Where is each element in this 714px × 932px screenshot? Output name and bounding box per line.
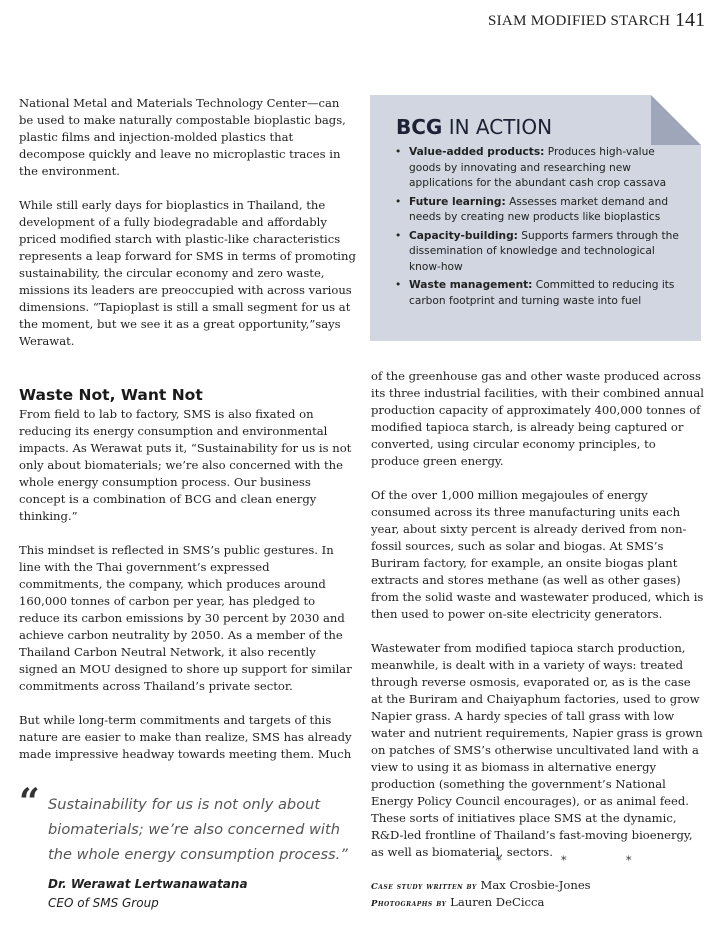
credit-label: Case study written by — [371, 882, 477, 892]
body-paragraph: of the greenhouse gas and other waste produced across its three industrial facilities, with their combined annual production capacity of approximately 400,000 tonnes of modified tapioca starch, is already being captured or converted, using circular economy principles, to produce green energy. — [371, 369, 705, 468]
credit-name: Max Crosbie-Jones — [480, 878, 591, 892]
page-fold-corner — [651, 95, 701, 145]
page-number: 141 — [675, 9, 705, 31]
quote-attribution-role: CEO of SMS Group — [48, 896, 159, 910]
item-label: Future learning: — [409, 195, 506, 208]
item-label: Capacity-building: — [409, 229, 518, 242]
box-title-bold: BCG — [396, 115, 443, 139]
bcg-list-item — [394, 195, 684, 226]
body-paragraph: This mindset is reflected in SMS’s public gestures. In line with the Thai government’s expressed commitments, the company, which produces around 160,000 tonnes of carbon per year, has pledged to reduce its carbon emissions by 30 percent by 2030 and achieve carbon neutrality by 2050. As a member of the Thailand Carbon Neutral Network, it also recently signed an MOU designed to shore up support for similar commitments across Thailand’s private sector. — [19, 543, 352, 693]
item-text: Produces high-value goods by innovating and researching new applications for the abundant cash crop cassava — [409, 146, 667, 189]
bcg-in-action-box — [370, 95, 701, 341]
item-text: Committed to reducing its carbon footprint and turning waste into fuel — [409, 279, 675, 307]
bcg-list-item — [394, 278, 684, 309]
bcg-list — [394, 145, 684, 312]
body-paragraph: From field to lab to factory, SMS is also fixated on reducing its energy consumption and environmental impacts. As Werawat puts it, “Sustainability for us is not only about biomaterials; we’re also concerned with the whole energy consumption process. Our business concept is a combination of BCG and clean energy thinking.” — [19, 407, 352, 523]
credit-name: Lauren DeCicca — [450, 895, 545, 909]
pull-quote-text: Sustainability for us is not only about biomaterials; we’re also concerned with the whole energy consumption process.” — [48, 796, 348, 863]
box-title-light: IN ACTION — [448, 115, 553, 139]
right-column — [371, 368, 704, 878]
quote-attribution-name: Dr. Werawat Lertwanawatana — [48, 877, 248, 891]
body-paragraph: While still early days for bioplastics in Thailand, the development of a fully biodegradable and affordably priced modified starch with plastic-like characteristics represents a leap forward for SMS in terms of promoting sustainability, the circular economy and zero waste, missions its leaders are preoccupied with across various dimensions. “Tapioplast is still a small segment for us at the moment, but we see it as a great opportunity,”says Werawat. — [19, 198, 356, 348]
left-column — [19, 95, 356, 780]
credit-label: Photographs by — [371, 899, 447, 909]
bcg-list-item — [394, 229, 684, 276]
bullet-icon: • — [395, 229, 402, 242]
credit-writer — [371, 878, 591, 892]
bcg-list-item — [394, 145, 684, 192]
item-text: Assesses market demand and needs by creating new products like bioplastics — [409, 195, 669, 223]
bullet-icon: • — [395, 146, 402, 158]
section-heading: Waste Not, Want Not — [19, 386, 203, 404]
body-paragraph: Wastewater from modified tapioca starch production, meanwhile, is dealt with in a variety of ways: treated through reverse osmosis, evaporated or, as is the case at the Buriram and Chaiyaphum factories, used to grow Napier grass. A hardy species of tall grass with low water and nutrient requirements, Napier grass is grown on patches of SMS’s otherwise uncultivated land with a view to using it as biomass in alternative energy production (something the government’s National Energy Policy Council encourages), or as animal feed. These sorts of initiatives place SMS at the dynamic, R&D-led frontline of Thailand’s fast-moving bioenergy, as well as biomaterial, sectors. — [371, 641, 703, 859]
bullet-icon: • — [395, 279, 402, 291]
credit-photographer — [371, 895, 544, 909]
bullet-icon: • — [395, 195, 402, 208]
running-header-title: SIAM MODIFIED STARCH — [488, 13, 671, 29]
item-label: Value-added products: — [409, 146, 545, 158]
body-paragraph: National Metal and Materials Technology Center—can be used to make naturally compostable bioplastic bags, plastic films and injection-molded plastics that decompose quickly and leave no microplastic traces in the environment. — [19, 96, 346, 178]
body-paragraph: Of the over 1,000 million megajoules of energy consumed across its three manufacturing units each year, about sixty percent is already derived from non-fossil sources, such as solar and biogas. At SMS’s Buriram factory, for example, an onsite biogas plant extracts and stores methane (as well as other gases) from the solid waste and wastewater produced, which is then used to power on-site electricity generators. — [371, 488, 704, 621]
body-paragraph: But while long-term commitments and targets of this nature are easier to make than realize, SMS has already made impressive headway towards meeting them. Much — [19, 713, 352, 761]
section-separator: * * * — [496, 854, 660, 867]
box-title — [396, 115, 552, 139]
item-label: Waste management: — [409, 279, 533, 291]
item-text: Supports farmers through the dissemination of knowledge and technological know-how — [409, 229, 679, 273]
quote-mark-icon: “ — [19, 781, 40, 823]
